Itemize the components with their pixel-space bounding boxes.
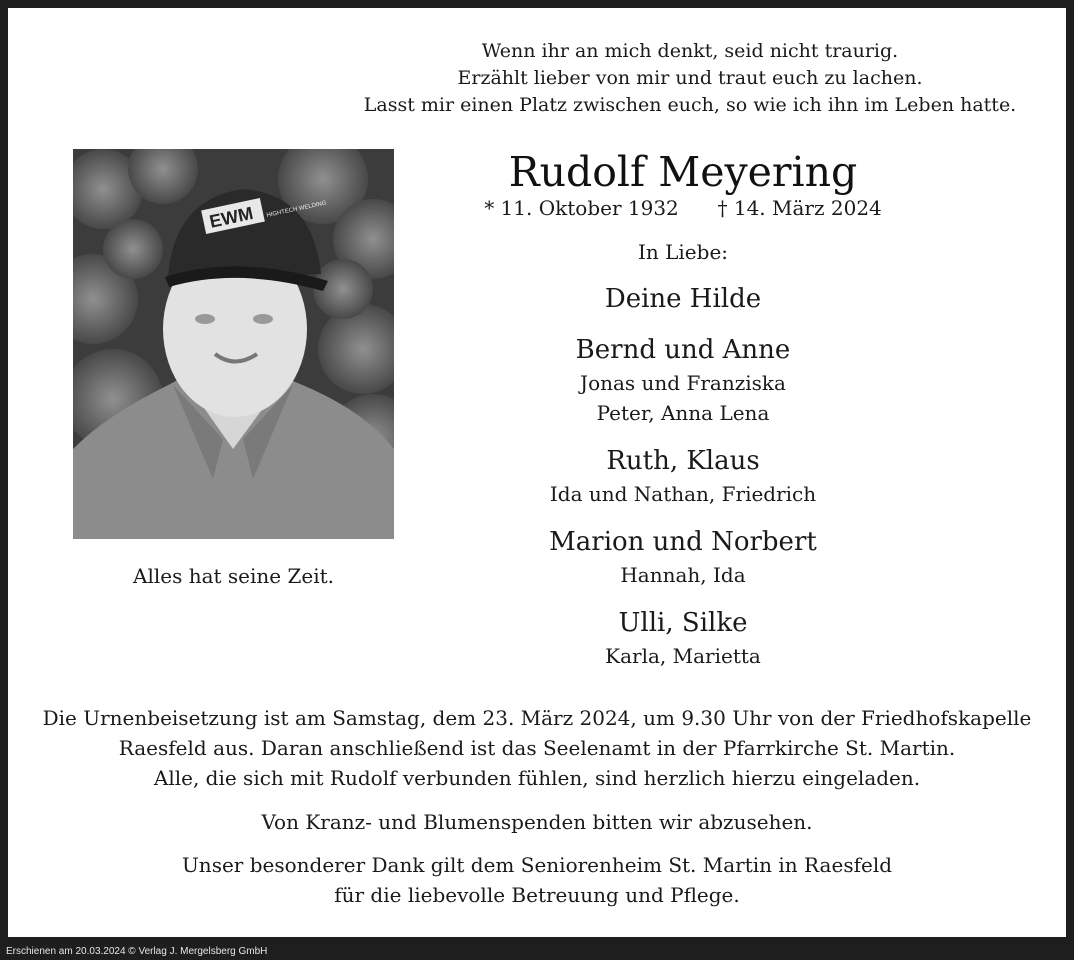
photo-caption: Alles hat seine Zeit. [133, 564, 334, 588]
family-member: Ida und Nathan, Friedrich [549, 482, 817, 506]
notice-line: Alle, die sich mit Rudolf verbunden fühlen, sind herzlich hierzu eingeladen. [153, 766, 921, 790]
poem [8, 38, 1074, 119]
family-member: Peter, Anna Lena [596, 401, 770, 425]
family-member: Ruth, Klaus [606, 446, 760, 476]
funeral-notice [8, 703, 1066, 793]
in-liebe-label: In Liebe: [637, 240, 729, 264]
thanks-line: für die liebevolle Betreuung und Pflege. [334, 883, 740, 907]
family-member: Karla, Marietta [605, 644, 761, 668]
birth-date: * 11. Oktober 1932 [484, 196, 679, 220]
deceased-name: Rudolf Meyering [508, 148, 858, 196]
portrait-photo [73, 149, 394, 539]
cap-logo-subtext: HIGHTECH WELDING [266, 200, 328, 219]
publication-footer: Erschienen am 20.03.2024 © Verlag J. Mergelsberg GmbH [6, 946, 268, 957]
poem-line: Wenn ihr an mich denkt, seid nicht traurig. [481, 40, 899, 62]
thanks-line: Unser besonderer Dank gilt dem Seniorenheim St. Martin in Raesfeld [181, 853, 893, 877]
flower-note: Von Kranz- und Blumenspenden bitten wir abzusehen. [261, 810, 813, 834]
family-member: Ulli, Silke [618, 608, 748, 638]
family-member: Jonas und Franziska [580, 371, 786, 395]
family-member: Bernd und Anne [575, 335, 791, 365]
obituary-notice [8, 8, 1066, 937]
cap-logo-text: EWM [207, 203, 255, 232]
poem-line: Erzählt lieber von mir und traut euch zu lachen. [457, 67, 923, 89]
family-member: Marion und Norbert [549, 527, 817, 557]
family-member: Deine Hilde [604, 284, 762, 314]
notice-line: Raesfeld aus. Daran anschließend ist das Seelenamt in der Pfarrkirche St. Martin. [118, 736, 956, 760]
death-date: † 14. März 2024 [717, 196, 882, 220]
family-member: Hannah, Ida [620, 563, 746, 587]
poem-line: Lasst mir einen Platz zwischen euch, so wie ich ihn im Leben hatte. [363, 94, 1017, 116]
life-dates [438, 196, 928, 220]
notice-line: Die Urnenbeisetzung ist am Samstag, dem 23. März 2024, um 9.30 Uhr von der Friedhofskapelle [42, 706, 1032, 730]
thanks-note [8, 850, 1066, 910]
